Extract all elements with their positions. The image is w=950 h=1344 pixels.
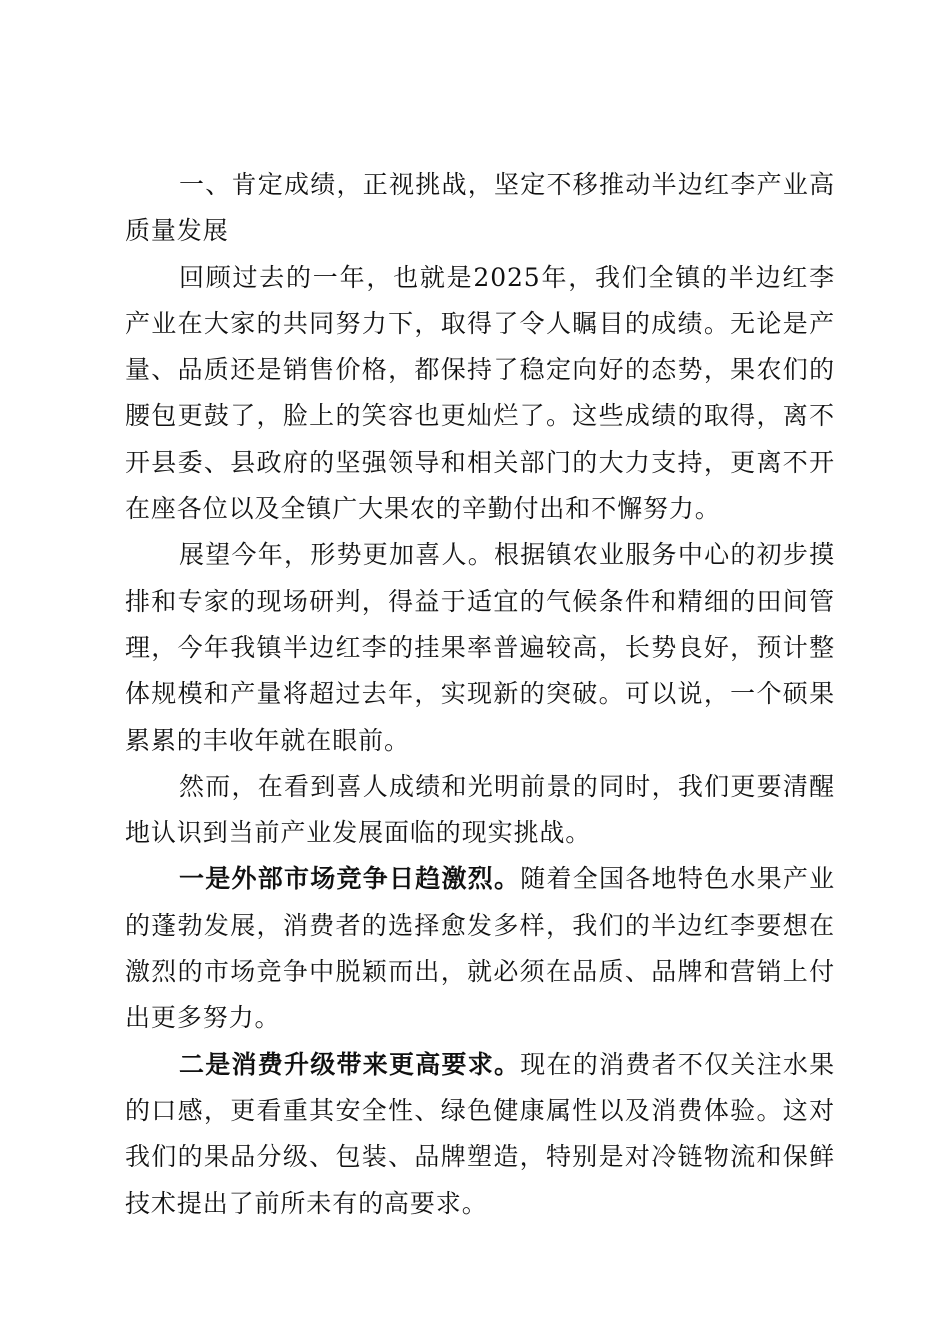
paragraph-outlook	[125, 532, 835, 763]
paragraph-lead: 一是外部市场竞争日趋激烈。	[179, 864, 521, 894]
paragraph-review	[125, 255, 835, 533]
paragraph-text: 回顾过去的一年，也就是2025年，我们全镇的半边红李产业在大家的共同努力下，取得了令人瞩目的成绩。无论是产量、品质还是销售价格，都保持了稳定向好的态势，果农们的腰包更鼓了，脸上的笑容也更灿烂了。这些成绩的取得，离不开县委、县政府的坚强领导和相关部门的大力支持，更离不开在座各位以及全镇广大果农的辛勤付出和不懈努力。	[125, 262, 835, 524]
paragraph-text: 然而，在看到喜人成绩和光明前景的同时，我们更要清醒地认识到当前产业发展面临的现实挑战。	[125, 771, 835, 848]
paragraph-text: 展望今年，形势更加喜人。根据镇农业服务中心的初步摸排和专家的现场研判，得益于适宜的气候条件和精细的田间管理，今年我镇半边红李的挂果率普遍较高，长势良好，预计整体规模和产量将超过去年，实现新的突破。可以说，一个硕果累累的丰收年就在眼前。	[125, 540, 835, 755]
paragraph-challenges-intro	[125, 764, 835, 857]
section-heading: 一、肯定成绩，正视挑战，坚定不移推动半边红李产业高质量发展	[125, 170, 835, 246]
document-body	[125, 162, 835, 1227]
paragraph-lead: 二是消费升级带来更高要求。	[179, 1049, 521, 1079]
paragraph-text: 随着全国各地特色水果产业的蓬勃发展，消费者的选择愈发多样，我们的半边红李要想在激烈的市场竞争中脱颖而出，就必须在品质、品牌和营销上付出更多努力。	[125, 864, 835, 1033]
paragraph-text: 现在的消费者不仅关注水果的口感，更看重其安全性、绿色健康属性以及消费体验。这对我们的果品分级、包装、品牌塑造，特别是对冷链物流和保鲜技术提出了前所未有的高要求。	[125, 1049, 835, 1218]
paragraph-challenge-two	[125, 1042, 835, 1227]
paragraph-challenge-one	[125, 856, 835, 1041]
